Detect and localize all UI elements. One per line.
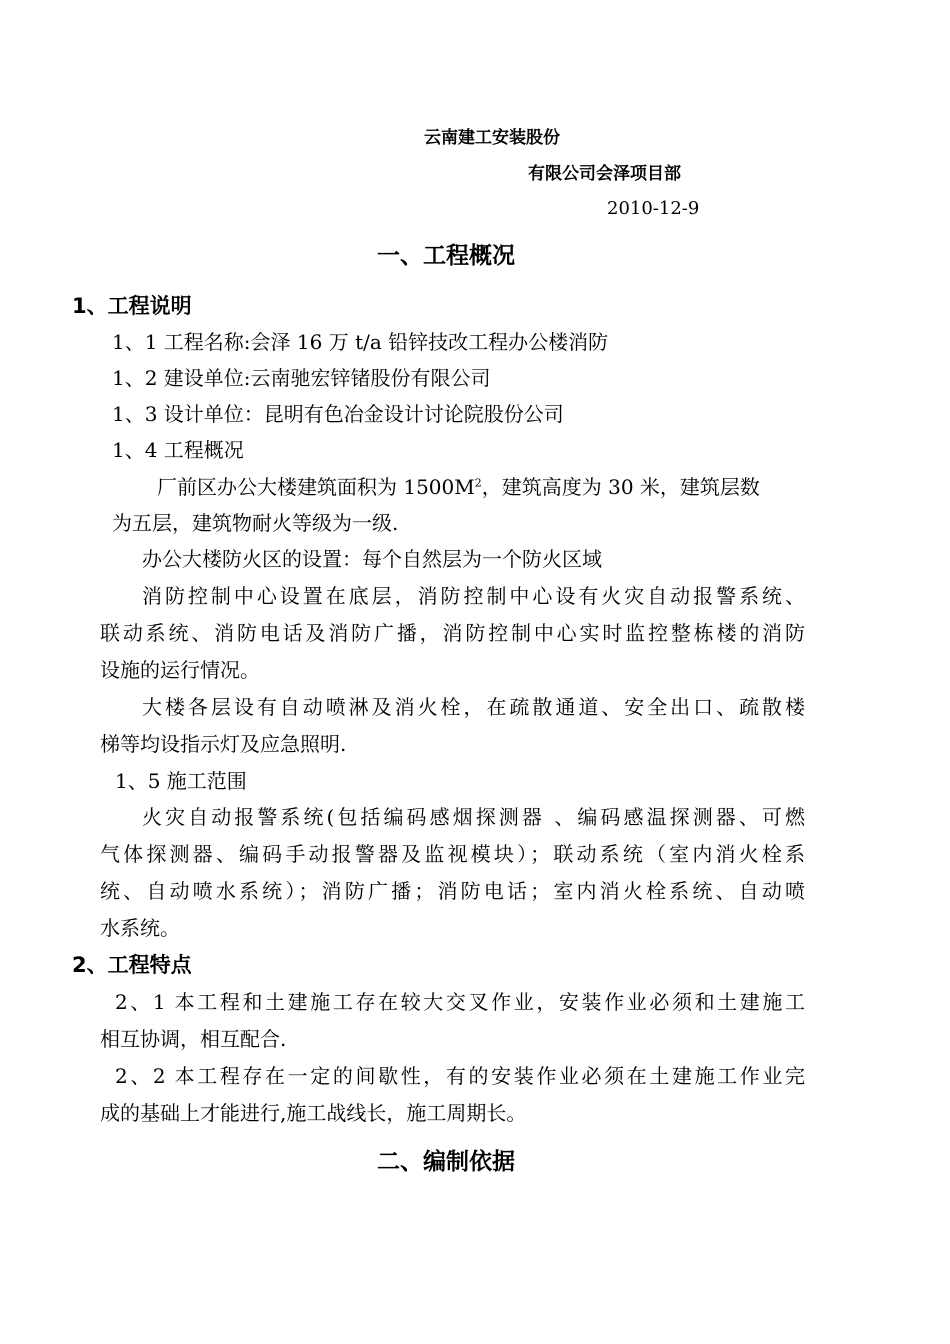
subsection-title-features: 2、工程特点	[72, 953, 192, 977]
section-title-overview: 一、工程概况	[377, 243, 515, 269]
sprinkler-line-1: 大楼各层设有自动喷淋及消火栓，在疏散通道、安全出口、疏散楼	[142, 695, 805, 719]
client-item: 1、2 建设单位:云南驰宏锌锗股份有限公司	[112, 366, 491, 390]
overview-item: 1、4 工程概况	[112, 438, 244, 462]
section-title-basis: 二、编制依据	[377, 1149, 515, 1175]
overview-area-text: 厂前区办公大楼建筑面积为 1500M	[157, 475, 475, 499]
scope-line-1: 火灾自动报警系统(包括编码感烟探测器 、编码感温探测器、可燃	[142, 805, 805, 829]
scope-item: 1、5 施工范围	[115, 769, 247, 793]
scope-line-3: 统、自动喷水系统）；消防广播；消防电话；室内消火栓系统、自动喷	[100, 879, 805, 903]
subsection-title-description: 1、工程说明	[72, 294, 192, 318]
feature-1-line-2: 相互协调，相互配合.	[100, 1027, 287, 1051]
fire-zone-paragraph: 办公大楼防火区的设置：每个自然层为一个防火区域	[142, 547, 602, 571]
control-center-line-2: 联动系统、消防电话及消防广播，消防控制中心实时监控整栋楼的消防	[100, 621, 805, 645]
designer-item: 1、3 设计单位：昆明有色冶金设计讨论院股份公司	[112, 402, 564, 426]
feature-2-line-1: 2、2 本工程存在一定的间歇性，有的安装作业必须在土建施工作业完	[115, 1064, 805, 1088]
overview-paragraph-1-line-1	[157, 473, 760, 501]
overview-height-text: ，建筑高度为 30 米，建筑层数	[481, 475, 760, 499]
company-name-line1: 云南建工安装股份	[424, 128, 560, 148]
project-name-item: 1、1 工程名称:会泽 16 万 t/a 铅锌技改工程办公楼消防	[112, 330, 609, 354]
feature-2-line-2: 成的基础上才能进行,施工战线长，施工周期长。	[100, 1101, 527, 1125]
area-unit-superscript: 2	[474, 476, 482, 490]
company-name-line2: 有限公司会泽项目部	[528, 164, 681, 184]
feature-1-line-1: 2、1 本工程和土建施工存在较大交叉作业，安装作业必须和土建施工	[115, 990, 805, 1014]
overview-paragraph-1-line-2: 为五层，建筑物耐火等级为一级.	[112, 511, 399, 535]
document-date: 2010-12-9	[607, 198, 700, 219]
scope-line-2: 气体探测器、编码手动报警器及监视模块）；联动系统（室内消火栓系	[100, 842, 805, 866]
scope-line-4: 水系统。	[100, 916, 180, 940]
control-center-line-3: 设施的运行情况。	[100, 658, 260, 682]
sprinkler-line-2: 梯等均设指示灯及应急照明.	[100, 732, 347, 756]
control-center-line-1: 消防控制中心设置在底层，消防控制中心设有火灾自动报警系统、	[142, 584, 805, 608]
